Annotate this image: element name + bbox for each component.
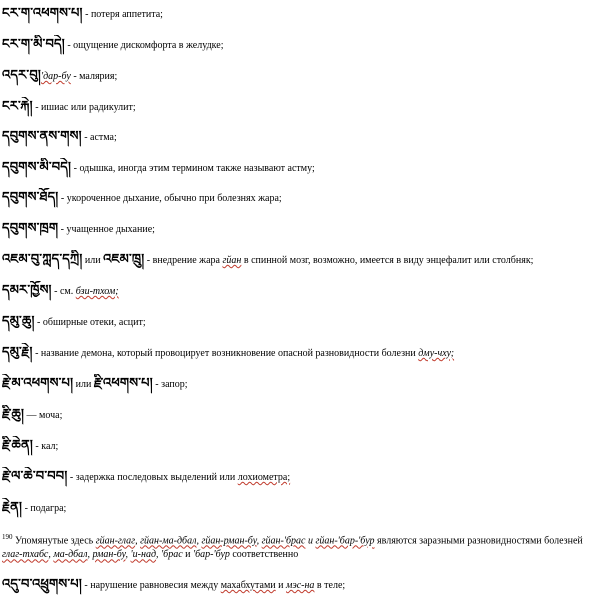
- footnote-text: Упомянутые здесь: [12, 535, 96, 547]
- glossary-entry: [2, 498, 598, 518]
- glossary-entry: [2, 127, 598, 147]
- tibetan-term: རྗི་ཆུ།: [2, 407, 25, 422]
- footnote-text: ,: [87, 549, 93, 561]
- tibetan-term: དབུགས་ནས་གས།: [2, 129, 82, 144]
- glossary-entry: [2, 343, 598, 363]
- tibetan-term: འདུ་བ་འཕྲུགས་པ།: [2, 577, 82, 592]
- definition: - задержка последовых выделений или: [67, 472, 238, 483]
- tibetan-term: དབུགས་ཁྲག: [2, 221, 59, 236]
- conjunction: и: [275, 580, 287, 591]
- glossary-entry: [2, 66, 598, 86]
- definition: - учащенное дыхание;: [58, 224, 155, 235]
- footnote-text: ма-дбал: [53, 549, 88, 561]
- glossary-entry: [2, 35, 598, 55]
- definition: - ощущение дискомфорта в желудке;: [64, 40, 224, 51]
- tibetan-term: ངར་ག་འཕགས་པ།: [2, 6, 83, 21]
- footnote-text: 'бар-'бур: [193, 549, 230, 561]
- tibetan-term: འདར་བུ།: [2, 68, 41, 83]
- footnote-text: гйан-глаг: [95, 535, 136, 547]
- transliteration: 'дар-бу: [40, 71, 71, 82]
- italic-term: бзи-тхом;: [75, 286, 119, 297]
- definition-cont: в спинной мозг, возможно, имеется в виду энцефалит или столбняк;: [241, 255, 534, 266]
- glossary-entry: [2, 312, 598, 332]
- footnote-text: являются заразными разновидностями болезней: [374, 535, 583, 547]
- footnote-text: , 'брас: [156, 549, 183, 561]
- tibetan-term: རྗི་ཆེན།: [2, 438, 33, 453]
- tibetan-term: དམུ་རྗེ།: [2, 345, 33, 360]
- definition: - название демона, который провоцирует возникновение опасной разновидности болезни: [32, 348, 419, 359]
- footnote-text: гйан-'брас: [261, 535, 306, 547]
- definition: - запор;: [152, 379, 188, 390]
- definition: - одышка, иногда этим термином также называют астму;: [71, 163, 315, 174]
- glossary-entry: [2, 281, 598, 301]
- italic-term: дму-чху;: [418, 348, 455, 359]
- tibetan-term: དབུགས་མི་བདེ།: [2, 160, 72, 175]
- glossary-entry: [2, 436, 598, 456]
- definition: — моча;: [24, 410, 63, 421]
- glossary-entry: [2, 374, 598, 394]
- footnote-text: ,: [256, 535, 262, 547]
- tibetan-term: དམུ་ཆུ།: [2, 314, 35, 329]
- footnote-text: гйан-'бар-'бур: [315, 535, 375, 547]
- definition: - внедрение жара: [144, 255, 223, 266]
- footnote-text: ,: [196, 535, 202, 547]
- tibetan-term: ངར་ག་མི་བདེ།: [2, 37, 65, 52]
- tibetan-term: དམར་ཁྱོས།: [2, 283, 52, 298]
- tibetan-term: ངར་རྐེ།: [2, 99, 33, 114]
- italic-term: мэс-на: [286, 580, 315, 591]
- footnote-text: и: [305, 535, 316, 547]
- tibetan-term-alt: རྗི་འཕགས་པ།: [93, 376, 153, 391]
- definition: - укороченное дыхание, обычно при болезнях жара;: [58, 193, 282, 204]
- glossary-entry: [2, 4, 598, 24]
- definition: - потеря аппетита;: [82, 9, 163, 20]
- glossary-entry: [2, 467, 598, 487]
- footnote-text: ,: [48, 549, 54, 561]
- term-link: махабхутами: [220, 580, 276, 591]
- footnote-text: ,: [135, 535, 141, 547]
- tibetan-term: རྗེ་ལ་ཆེ་བ་བབ།: [2, 469, 68, 484]
- definition: - кал;: [32, 441, 59, 452]
- footnote-text: глаг-тхабс: [2, 549, 49, 561]
- glossary-entry: [2, 575, 598, 595]
- footnote-text: соответственно: [229, 549, 299, 561]
- glossary-entry: [2, 250, 598, 270]
- definition-cont: в теле;: [314, 580, 346, 591]
- definition: - нарушение равновесия между: [81, 580, 221, 591]
- footnote-text: ,: [125, 549, 131, 561]
- footnote-text: гйан-ма-дбал: [140, 535, 197, 547]
- definition: - малярия;: [70, 71, 118, 82]
- conjunction: или: [73, 379, 94, 390]
- tibetan-term: རྗེན།: [2, 500, 23, 515]
- footnote-text: и: [182, 549, 194, 561]
- tibetan-term: དབུགས་ཐོད།: [2, 190, 59, 205]
- footnote: [2, 530, 592, 562]
- tibetan-term: རྗེ་མ་འཕགས་པ།: [2, 376, 74, 391]
- conjunction: или: [82, 255, 104, 266]
- glossary-entry: [2, 188, 598, 208]
- glossary-entry: [2, 405, 598, 425]
- footnote-text: рман-бу: [92, 549, 126, 561]
- glossary-entry: [2, 97, 598, 117]
- glossary-entry: [2, 158, 598, 178]
- footnote-text: гйан-рман-бу: [201, 535, 257, 547]
- definition: - подагра;: [22, 503, 67, 514]
- tibetan-term: འཇམ་བུ་ཀླད་དཀྲི།: [2, 252, 83, 267]
- tibetan-term-alt: འཇམ་ཁྲུ།: [103, 252, 145, 267]
- footnote-text: 'и-над: [130, 549, 157, 561]
- definition: - обширные отеки, асцит;: [34, 317, 146, 328]
- glossary-entry: [2, 219, 598, 239]
- italic-term: гйан: [222, 255, 242, 266]
- definition: - см.: [51, 286, 76, 297]
- definition: - астма;: [81, 132, 117, 143]
- footnote-number: 190: [2, 533, 13, 541]
- definition: - ишиас или радикулит;: [32, 102, 136, 113]
- term-link: лохиометра;: [237, 472, 291, 483]
